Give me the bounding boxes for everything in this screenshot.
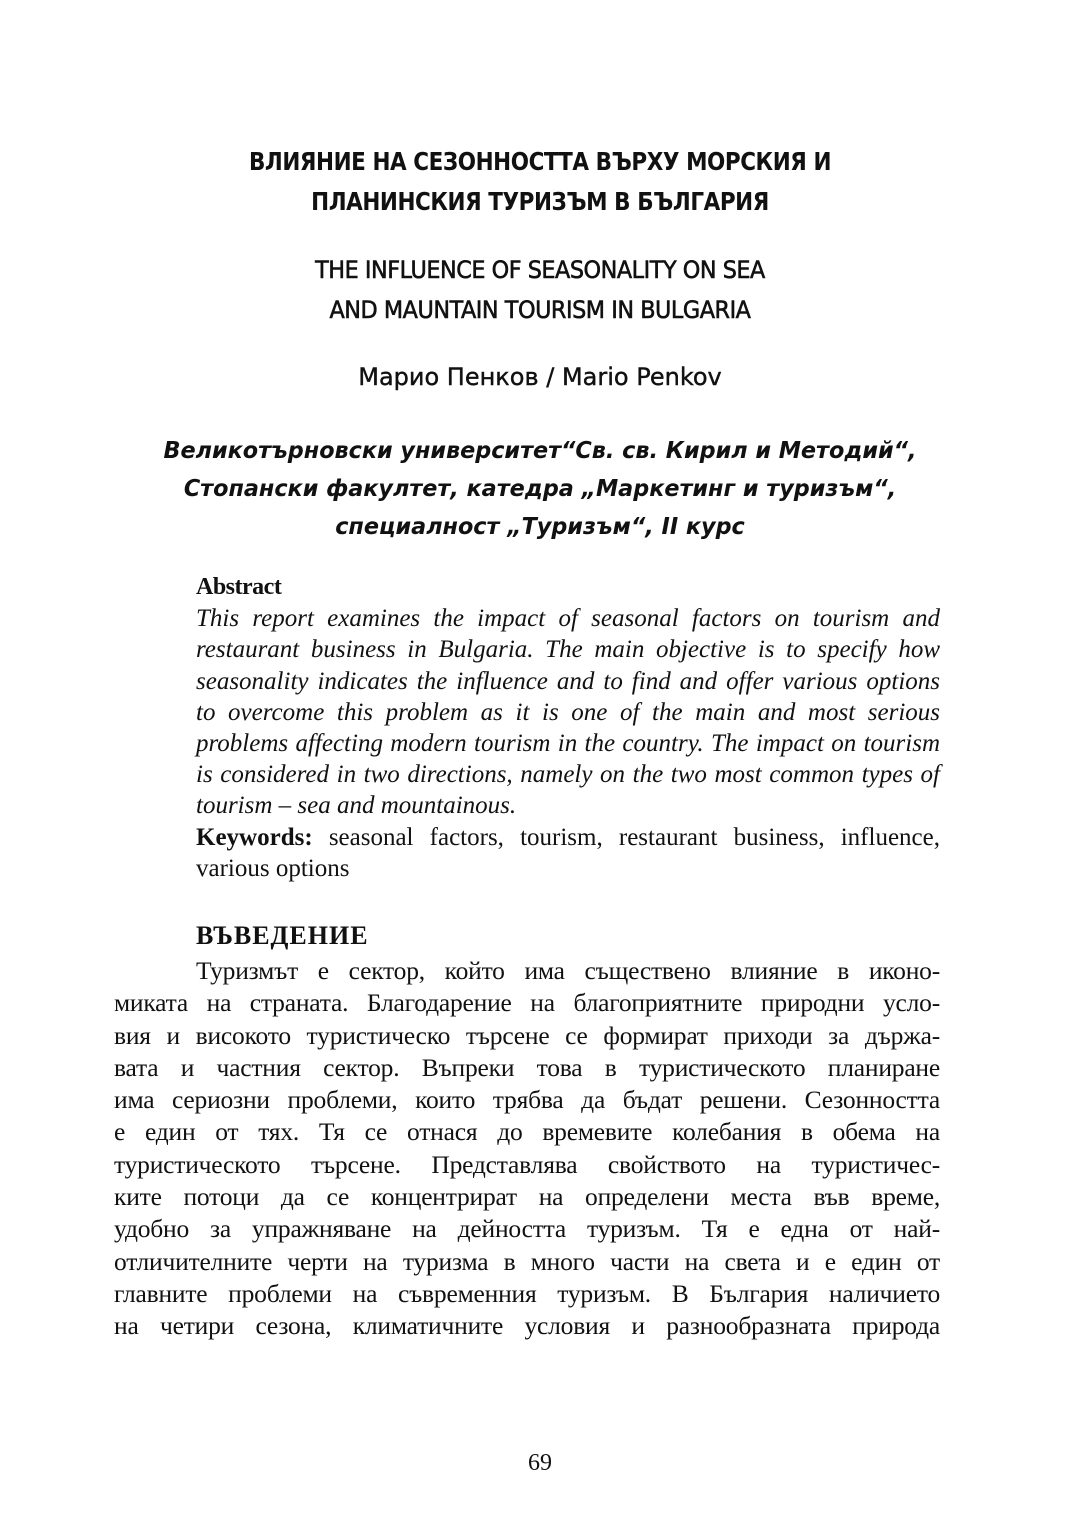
abstract-line: problems affecting modern tourism in the country. The impact on tourism [196, 730, 940, 758]
page-number: 69 [528, 1450, 552, 1476]
title-bg-line: ВЛИЯНИЕ НА СЕЗОННОСТТА ВЪРХУ МОРСКИЯ И [248, 147, 832, 176]
body-line: удобно за упражняване на дейността туризъм. Тя е една от най- [114, 1214, 940, 1244]
author-affiliation [16, 432, 1064, 546]
abstract-line: is considered in two directions, namely on the two most common types of [196, 761, 940, 789]
body-line: ките потоци да се концентрират на определени места във време, [114, 1182, 940, 1212]
body-line: Туризмът е сектор, който има съществено влияние в иконо- [196, 956, 940, 985]
body-line: туристическото търсене. Представлява свойството на туристичес- [114, 1149, 940, 1179]
affiliation-line: Великотърновски университет“Св. св. Кирил и Методий“, [163, 438, 917, 464]
body-line: има сериозни проблеми, които трябва да бъдат решени. Сезонността [114, 1085, 940, 1115]
body-paragraph [114, 955, 940, 1343]
title-bg-line: ПЛАНИНСКИЯ ТУРИЗЪМ В БЪЛГАРИЯ [311, 187, 769, 216]
title-english [38, 250, 1042, 330]
body-line: миката на страната. Благодарение на благоприятните природни усло- [114, 988, 940, 1018]
abstract-line: to overcome this problem as it is one of the main and most serious [196, 698, 940, 726]
affiliation-line: Стопански факултет, катедра „Маркетинг и туризъм“, [183, 476, 897, 502]
body-line: отличителните черти на туризма в много части на света и е един от [114, 1246, 940, 1276]
body-line: вия и високото туристическо търсене се формират приходи за държа- [114, 1020, 940, 1050]
keywords-text: seasonal factors, tourism, restaurant business, influence, [312, 823, 940, 851]
keywords-label: Keywords: [196, 823, 313, 851]
keywords-line: various options [196, 854, 350, 882]
body-line: главните проблеми на съвременния туризъм. В България наличието [114, 1278, 940, 1308]
author-name: Марио Пенков / Mario Penkov [358, 363, 722, 391]
title-en-line: AND MAUNTAIN TOURISM IN BULGARIA [329, 296, 751, 324]
abstract-line: seasonality indicates the influence and to find and offer various options [196, 667, 940, 695]
section-heading: ВЪВЕДЕНИЕ [196, 921, 369, 950]
body-line: е един от тях. Тя се отнася до времевите колебания в обема на [114, 1117, 940, 1147]
keywords-line [196, 822, 940, 853]
title-bulgarian [76, 142, 1005, 222]
body-line: на четири сезона, климатичните условия и разнообразната природа [114, 1311, 940, 1341]
body-line: вата и частния сектор. Въпреки това в туристическото планиране [114, 1052, 940, 1082]
abstract-line: restaurant business in Bulgaria. The main objective is to specify how [196, 636, 940, 664]
abstract-line: This report examines the impact of seasonal factors on tourism and [196, 605, 940, 633]
affiliation-line: специалност „Туризъм“, II курс [335, 514, 745, 540]
abstract-heading: Abstract [196, 574, 282, 600]
abstract-block [196, 572, 940, 884]
title-en-line: THE INFLUENCE OF SEASONALITY ON SEA [315, 256, 765, 284]
abstract-line: tourism – sea and mountainous. [196, 792, 517, 820]
